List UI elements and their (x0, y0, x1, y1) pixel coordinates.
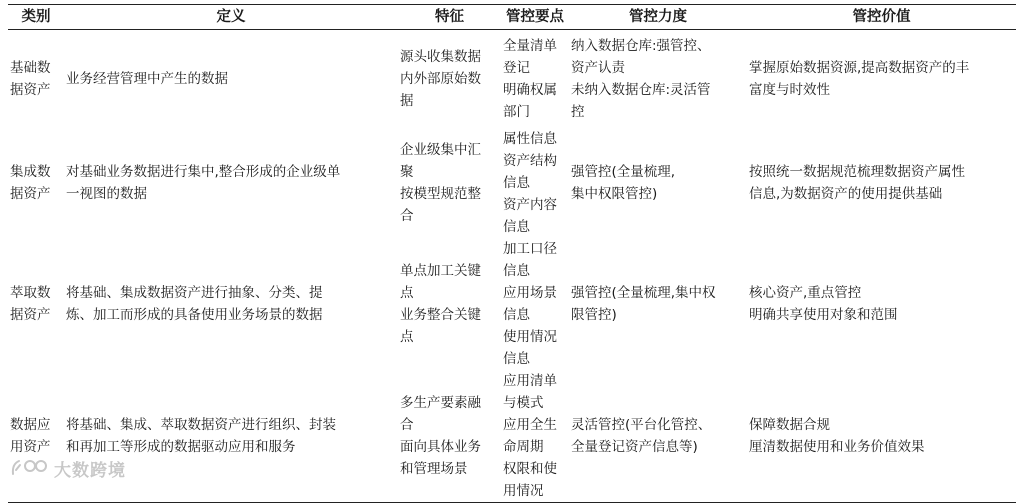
cell-control-points-line: 信息 (503, 350, 530, 367)
table-row (8, 370, 1016, 503)
cell-definition (64, 128, 398, 238)
table-row (8, 238, 1016, 370)
cell-control-value-line: 厘清数据使用和业务价值效果 (749, 438, 925, 455)
cell-control-points-line: 应用全生 (503, 416, 557, 433)
header-row (8, 5, 1016, 30)
cell-control-strength-line: 资产认责 (571, 59, 625, 76)
cell-features (398, 370, 501, 503)
cell-control-value (747, 370, 1016, 503)
cell-features-line: 聚 (400, 163, 414, 180)
data-asset-table (8, 4, 1016, 503)
cell-control-value-line: 信息,为数据资产的使用提供基础 (749, 185, 943, 202)
cell-control-strength-line: 集中权限管控) (571, 185, 658, 202)
cell-control-points (501, 128, 569, 238)
cell-control-points-line: 登记 (503, 59, 530, 76)
cell-control-points (501, 30, 569, 128)
cell-control-strength-line: 控 (571, 103, 585, 120)
cell-category-line: 用资产 (10, 438, 51, 455)
cell-definition-line: 对基础业务数据进行集中,整合形成的企业级单 (66, 163, 341, 180)
cell-control-points (501, 370, 569, 503)
cell-control-value-line: 保障数据合规 (749, 416, 830, 433)
cell-control-value-line: 核心资产,重点管控 (749, 284, 862, 301)
cell-control-strength (569, 238, 747, 370)
cell-features-line: 内外部原始数 (400, 70, 481, 87)
cell-category-line: 据资产 (10, 306, 51, 323)
cell-control-points-line: 应用清单 (503, 372, 557, 389)
cell-category-line: 据资产 (10, 185, 51, 202)
header-control-points: 管控要点 (501, 5, 569, 30)
cell-control-strength-line: 未纳入数据仓库:灵活管 (571, 81, 711, 98)
cell-control-strength-line: 限管控) (571, 306, 617, 323)
cell-features-line: 据 (400, 92, 414, 109)
cell-control-value (747, 238, 1016, 370)
header-category: 类别 (8, 5, 64, 30)
cell-control-points-line: 权限和使 (503, 460, 557, 477)
cell-control-points-line: 信息 (503, 218, 530, 235)
cell-category (8, 370, 64, 503)
cell-category-line: 据资产 (10, 81, 51, 98)
cell-control-strength (569, 128, 747, 238)
cell-definition (64, 30, 398, 128)
cell-definition-line: 和再加工等形成的数据驱动应用和服务 (66, 438, 296, 455)
header-control-strength: 管控力度 (569, 5, 747, 30)
cell-control-value-line: 富度与时效性 (749, 81, 830, 98)
cell-control-value-line: 掌握原始数据资源,提高数据资产的丰 (749, 59, 970, 76)
cell-control-points-line: 信息 (503, 306, 530, 323)
cell-control-points-line: 命周期 (503, 438, 544, 455)
cell-category-line: 萃取数 (10, 284, 51, 301)
cell-category (8, 128, 64, 238)
cell-features-line: 业务整合关键 (400, 306, 481, 323)
cell-features-line: 面向具体业务 (400, 438, 481, 455)
cell-definition-line: 业务经营管理中产生的数据 (66, 70, 228, 87)
cell-control-value-line: 按照统一数据规范梳理数据资产属性 (749, 163, 965, 180)
cell-category-line: 数据应 (10, 416, 51, 433)
cell-control-points-line: 全量清单 (503, 37, 557, 54)
cell-features (398, 128, 501, 238)
cell-control-value-line: 明确共享使用对象和范围 (749, 306, 898, 323)
watermark-text: 大数跨境 (54, 460, 126, 481)
cell-control-points (501, 238, 569, 370)
cell-category-line: 集成数 (10, 163, 51, 180)
cell-control-points-line: 明确权属 (503, 81, 557, 98)
cell-category-line: 基础数 (10, 59, 51, 76)
watermark-icon (10, 457, 50, 479)
cell-control-strength-line: 强管控(全量梳理,集中权 (571, 284, 716, 301)
cell-control-points-line: 属性信息 (503, 130, 557, 147)
cell-control-strength-line: 强管控(全量梳理, (571, 163, 676, 180)
cell-category (8, 30, 64, 128)
cell-features-line: 点 (400, 284, 414, 301)
cell-control-strength (569, 370, 747, 503)
cell-control-points-line: 应用场景 (503, 284, 557, 301)
cell-definition-line: 将基础、集成数据资产进行抽象、分类、提 (66, 284, 323, 301)
watermark-logo (10, 455, 126, 481)
cell-features-line: 合 (400, 416, 414, 433)
cell-definition (64, 370, 398, 503)
cell-definition-line: 炼、加工而形成的具备使用业务场景的数据 (66, 306, 323, 323)
cell-control-points-line: 加工口径 (503, 240, 557, 257)
cell-features-line: 企业级集中汇 (400, 141, 481, 158)
cell-category (8, 238, 64, 370)
cell-features-line: 单点加工关键 (400, 262, 481, 279)
cell-control-points-line: 用情况 (503, 482, 544, 499)
cell-control-strength-line: 全量登记资产信息等) (571, 438, 698, 455)
table-row (8, 30, 1016, 128)
cell-features-line: 合 (400, 207, 414, 224)
cell-features (398, 30, 501, 128)
header-control-value: 管控价值 (747, 5, 1016, 30)
cell-control-points-line: 信息 (503, 262, 530, 279)
cell-control-points-line: 使用情况 (503, 328, 557, 345)
cell-control-value (747, 128, 1016, 238)
cell-features-line: 源头收集数据 (400, 48, 481, 65)
cell-features-line: 多生产要素融 (400, 394, 481, 411)
cell-control-strength (569, 30, 747, 128)
cell-features (398, 238, 501, 370)
cell-definition-line: 一视图的数据 (66, 185, 147, 202)
cell-control-value (747, 30, 1016, 128)
cell-control-points-line: 资产内容 (503, 196, 557, 213)
header-features: 特征 (398, 5, 501, 30)
cell-control-points-line: 信息 (503, 174, 530, 191)
cell-control-strength-line: 灵活管控(平台化管控、 (571, 416, 712, 433)
cell-features-line: 和管理场景 (400, 460, 468, 477)
table-row (8, 128, 1016, 238)
cell-control-strength-line: 纳入数据仓库:强管控、 (571, 37, 711, 54)
cell-control-points-line: 资产结构 (503, 152, 557, 169)
cell-features-line: 按模型规范整 (400, 185, 481, 202)
cell-definition (64, 238, 398, 370)
cell-control-points-line: 部门 (503, 103, 530, 120)
header-definition: 定义 (64, 5, 398, 30)
cell-features-line: 点 (400, 328, 414, 345)
cell-control-points-line: 与模式 (503, 394, 544, 411)
cell-definition-line: 将基础、集成、萃取数据资产进行组织、封装 (66, 416, 336, 433)
